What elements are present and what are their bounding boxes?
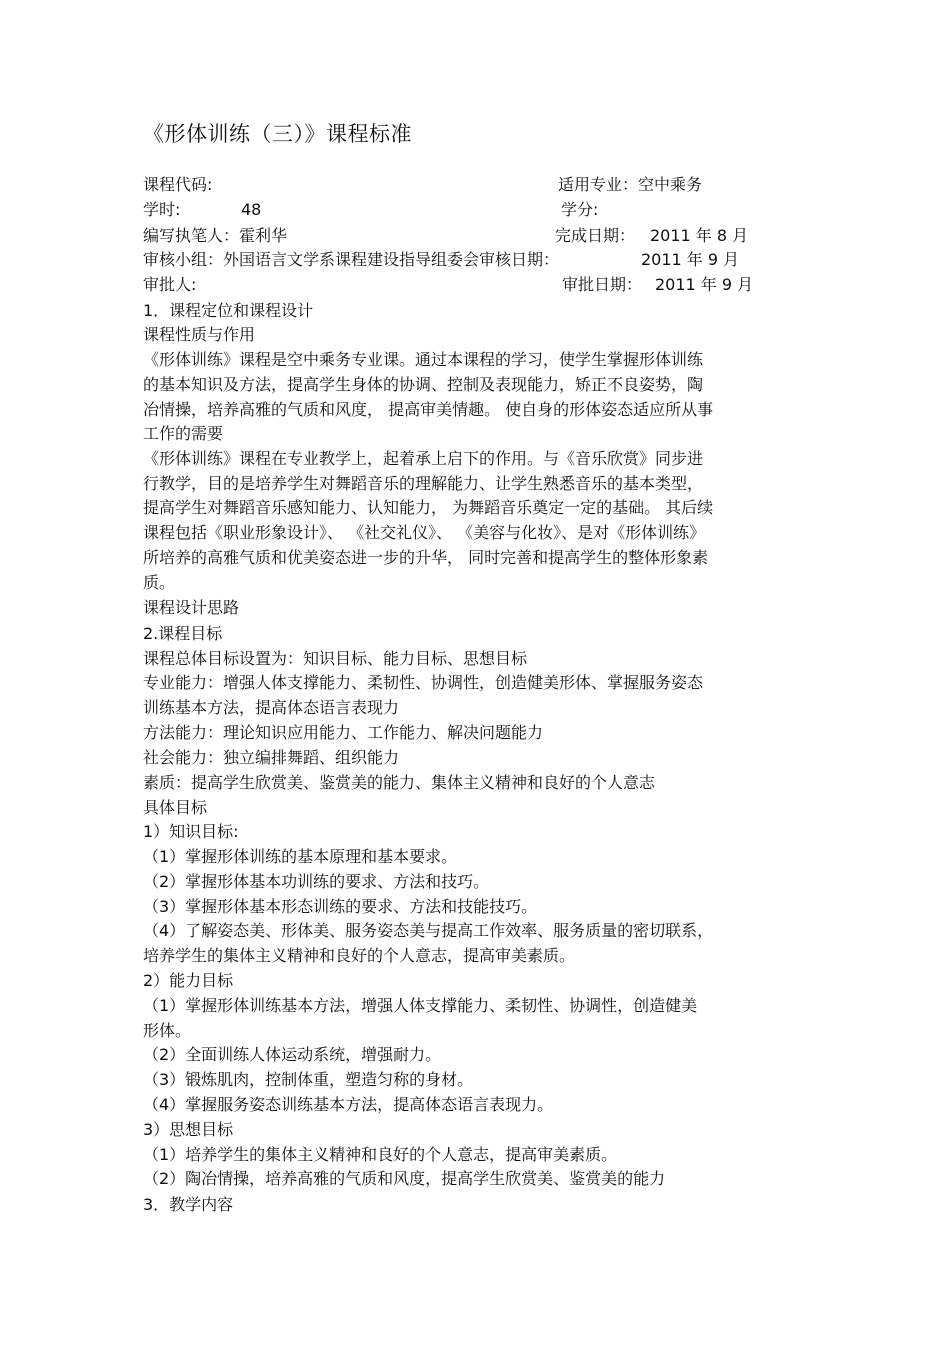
paragraph-line: 方法能力：理论知识应用能力、工作能力、解决问题能力 [143,723,544,742]
paragraph-line: 提高学生对舞蹈音乐感知能力、认知能力， 为舞蹈音乐奠定一定的基础。 其后续 [143,498,714,517]
credits-label: 学分: [561,200,599,219]
list-item: 培养学生的集体主义精神和良好的个人意志，提高审美素质。 [143,946,576,965]
approval-date-value: 2011 年 9 月 [655,275,754,294]
paragraph-line: 《形体训练》课程是空中乘务专业课。通过本课程的学习，使学生掌握形体训练 [143,350,704,369]
hours-value: 48 [241,200,262,219]
review-date-value: 2011 年 9 月 [641,250,740,269]
paragraph-line: 冶情操，培养高雅的气质和风度， 提高审美情趣。 使自身的形体姿态适应所从事 [143,400,714,419]
list-item: （3）掌握形体基本形态训练的要求、方法和技能技巧。 [143,897,538,916]
list-item: （2）掌握形体基本功训练的要求、方法和技巧。 [143,872,490,891]
list-item: （4）了解姿态美、形体美、服务姿态美与提高工作效率、服务质量的密切联系， [143,921,714,940]
paragraph-line: 工作的需要 [143,424,224,443]
paragraph-line: 素质：提高学生欣赏美、鉴赏美的能力、集体主义精神和良好的个人意志 [143,773,656,792]
section-heading: 1．课程定位和课程设计 [143,301,314,320]
list-item: （2）全面训练人体运动系统，增强耐力。 [143,1045,442,1064]
applicable-major: 适用专业：空中乘务 [558,175,703,194]
paragraph-line: 专业能力：增强人体支撑能力、柔韧性、协调性，创造健美形体、掌握服务姿态 [143,673,704,692]
subsection-heading: 课程设计思路 [143,598,240,617]
paragraph-line: 所培养的高雅气质和优美姿态进一步的升华， 同时完善和提高学生的整体形象素 [143,548,709,567]
list-item: 形体。 [143,1021,192,1040]
document-title: 《形体训练（三）》课程标准 [143,122,412,146]
list-item: （2）陶冶情操，培养高雅的气质和风度，提高学生欣赏美、鉴赏美的能力 [143,1169,666,1188]
paragraph-line: 课程总体目标设置为：知识目标、能力目标、思想目标 [143,649,528,668]
course-code-label: 课程代码: [143,175,213,194]
list-heading: 3）思想目标 [143,1120,234,1139]
list-heading: 2）能力目标 [143,971,234,990]
paragraph-line: 社会能力：独立编排舞蹈、组织能力 [143,748,400,767]
paragraph-line: 《形体训练》课程在专业教学上，起着承上启下的作用。与《音乐欣赏》同步进 [143,449,704,468]
paragraph-line: 行教学，目的是培养学生对舞蹈音乐的理解能力、让学生熟悉音乐的基本类型， [143,474,704,493]
list-item: （1）掌握形体训练基本方法，增强人体支撑能力、柔韧性、协调性，创造健美 [143,996,698,1015]
list-item: （1）掌握形体训练的基本原理和基本要求。 [143,847,458,866]
approval-date-label: 审批日期： [562,275,643,294]
list-item: （3）锻炼肌肉，控制体重，塑造匀称的身材。 [143,1070,474,1089]
paragraph-line: 课程包括《职业形象设计》、 《社交礼仪》、 《美容与化妆》、是对《形体训练》 [143,523,706,542]
section-heading: 2.课程目标 [143,624,223,643]
author-field: 编写执笔人：霍利华 [143,226,288,245]
subsection-heading: 具体目标 [143,798,208,817]
list-heading: 1）知识目标: [143,822,239,841]
completion-date-label: 完成日期： [555,226,636,245]
subsection-heading: 课程性质与作用 [143,325,256,344]
paragraph-line: 的基本知识及方法，提高学生身体的协调、控制及表现能力，矫正不良姿势，陶 [143,375,704,394]
paragraph-line: 质。 [143,573,176,592]
list-item: （1）培养学生的集体主义精神和良好的个人意志，提高审美素质。 [143,1145,618,1164]
paragraph-line: 训练基本方法，提高体态语言表现力 [143,698,400,717]
approver-label: 审批人: [143,275,197,294]
completion-date-value: 2011 年 8 月 [650,226,749,245]
review-group-field: 审核小组：外国语言文学系课程建设指导组委会审核日期： [143,250,560,269]
list-item: （4）掌握服务姿态训练基本方法，提高体态语言表现力。 [143,1095,554,1114]
section-heading: 3．教学内容 [143,1195,234,1214]
hours-label: 学时: [143,200,181,219]
